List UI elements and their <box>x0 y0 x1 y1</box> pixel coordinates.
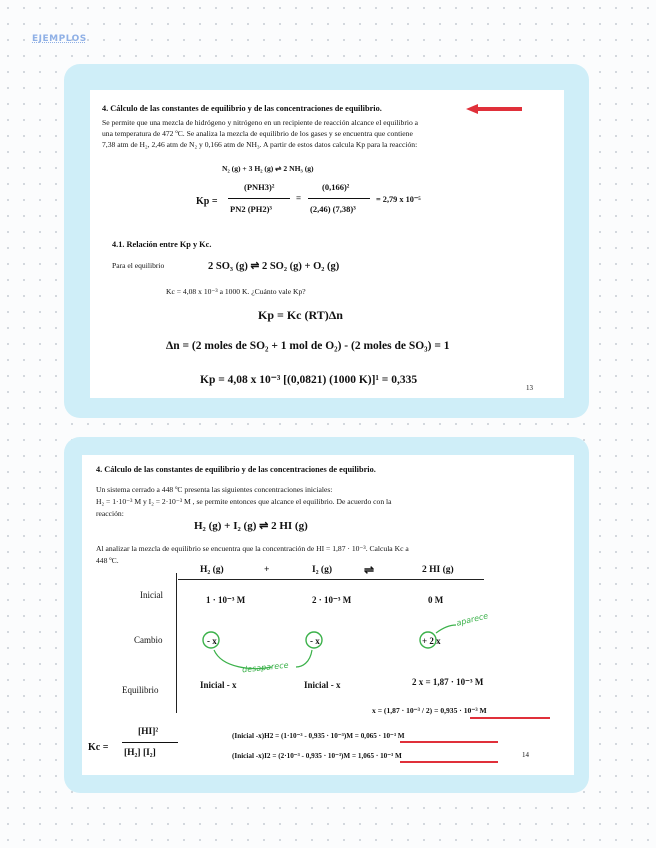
col-i2: I₂ (g) <box>312 565 332 575</box>
kc-question: Kc = 4,08 x 10⁻³ a 1000 K. ¿Cuánto vale Kp? <box>166 287 306 296</box>
red-underline <box>400 741 498 743</box>
reaction-so3: 2 SO₃ (g) ⇌ 2 SO₂ (g) + O₂ (g) <box>208 261 340 272</box>
kp-result: = 2,79 x 10⁻⁵ <box>376 195 421 204</box>
intro-line: reacción: <box>96 509 124 518</box>
slide-page-14 <box>82 455 574 775</box>
col-arrow: ⇌ <box>364 563 375 577</box>
annotation-desaparece: desaparece <box>241 660 289 675</box>
h2-calc-result: 0,065 · 10⁻³ M <box>360 732 405 740</box>
red-arrow-icon <box>466 104 522 114</box>
col-plus: + <box>264 565 270 575</box>
i2-calc-text: (Inicial -x)I2 = (2·10⁻³ - 0,935 · 10⁻³)M = <box>232 752 358 760</box>
kp-denominator: PN2 (PH2)³ <box>230 204 272 214</box>
slide-card-13 <box>64 64 589 418</box>
intro-line: Al analizar la mezcla de equilibrio se encuentra que la concentración de HI = 1,87 · 10⁻³. Calcula Kc a <box>96 544 409 553</box>
row-equilibrio: Equilibrio <box>122 685 159 695</box>
para-label: Para el equilibrio <box>112 261 165 270</box>
ini-hi: 0 M <box>428 595 444 605</box>
i2-calc-result: 1,065 · 10⁻³ M <box>357 752 402 760</box>
x-calc-result: 0,935 · 10⁻³ M <box>440 706 487 715</box>
cam-h2: - x <box>207 636 217 646</box>
intro-line: 448 ºC. <box>96 556 119 565</box>
kp-kc-formula: Kp = Kc (RT)Δn <box>258 308 343 322</box>
annotation-aparece: aparece <box>455 611 490 628</box>
intro-line: 7,38 atm de H₂, 2,46 atm de N₂ y 0,166 atm de NH₃. A partir de estos datos calcula Kp para la reacción: <box>102 140 418 149</box>
cam-hi: + 2 x <box>422 636 441 646</box>
page-number: 14 <box>522 751 529 759</box>
kp-den-value: (2,46) (7,38)³ <box>310 204 356 214</box>
kp-final: Kp = 4,08 x 10⁻³ [(0,0821) (1000 K)]¹ = 0,335 <box>200 374 418 386</box>
kc-denominator: [H₂] [I₂] <box>124 748 156 758</box>
red-underline <box>400 761 498 763</box>
red-underline <box>470 717 550 719</box>
kp-equals: = <box>296 193 302 203</box>
row-inicial: Inicial <box>140 590 163 600</box>
cam-i2: - x <box>310 636 320 646</box>
intro-line: Un sistema cerrado a 448 ºC presenta las siguientes concentraciones iniciales: <box>96 485 333 494</box>
intro-line: una temperatura de 472 ºC. Se analiza la mezcla de equilibrio de los gases y se encuentra que contiene <box>102 129 413 138</box>
slide-title: 4. Cálculo de las constantes de equilibrio y de las concentraciones de equilibrio. <box>102 104 382 113</box>
i2-calc <box>232 751 402 762</box>
eq-hi: 2 x = 1,87 · 10⁻³ M <box>412 677 484 687</box>
intro-line: H₂ = 1·10⁻³ M y I₂ = 2·10⁻³ M , se permite entonces que alcance el equilibrio. De acuerdo con la <box>96 497 392 506</box>
reaction-equation: N₂ (g) + 3 H₂ (g) ⇌ 2 NH₃ (g) <box>222 164 314 173</box>
delta-n: Δn = (2 moles de SO₂ + 1 mol de O₂) - (2 moles de SO₃) = 1 <box>166 340 450 352</box>
kc-numerator: [HI]² <box>138 727 159 737</box>
page-number: 13 <box>526 384 533 392</box>
subsection-title: 4.1. Relación entre Kp y Kc. <box>112 240 212 249</box>
col-hi: 2 HI (g) <box>422 565 454 575</box>
x-calc <box>372 706 487 717</box>
x-calc-text: x = (1,87 · 10⁻³ / 2) = <box>372 706 441 715</box>
ini-h2: 1 · 10⁻³ M <box>206 595 246 605</box>
ini-i2: 2 · 10⁻³ M <box>312 595 352 605</box>
slide-card-14 <box>64 437 589 793</box>
handwritten-title: EJEMPLOS <box>32 34 87 44</box>
kc-label: Kc = <box>88 742 109 753</box>
slide-page-13 <box>90 90 564 398</box>
kp-num-value: (0,166)² <box>322 182 350 192</box>
eq-i2: Inicial - x <box>304 680 341 690</box>
kp-numerator: (PNH3)² <box>244 182 275 192</box>
row-cambio: Cambio <box>134 635 163 645</box>
h2-calc-text: (Inicial -x)H2 = (1·10⁻³ - 0,935 · 10⁻³)M = <box>232 732 361 740</box>
intro-line: Se permite que una mezcla de hidrógeno y nitrógeno en un recipiente de reacción alcance el equilibrio a <box>102 118 419 127</box>
col-h2: H₂ (g) <box>200 565 224 575</box>
eq-h2: Inicial - x <box>200 680 237 690</box>
kp-label: Kp = <box>196 196 218 207</box>
slide-title: 4. Cálculo de las constantes de equilibrio y de las concentraciones de equilibrio. <box>96 465 376 474</box>
reaction-hi: H₂ (g) + I₂ (g) ⇌ 2 HI (g) <box>194 520 308 532</box>
h2-calc <box>232 731 405 742</box>
